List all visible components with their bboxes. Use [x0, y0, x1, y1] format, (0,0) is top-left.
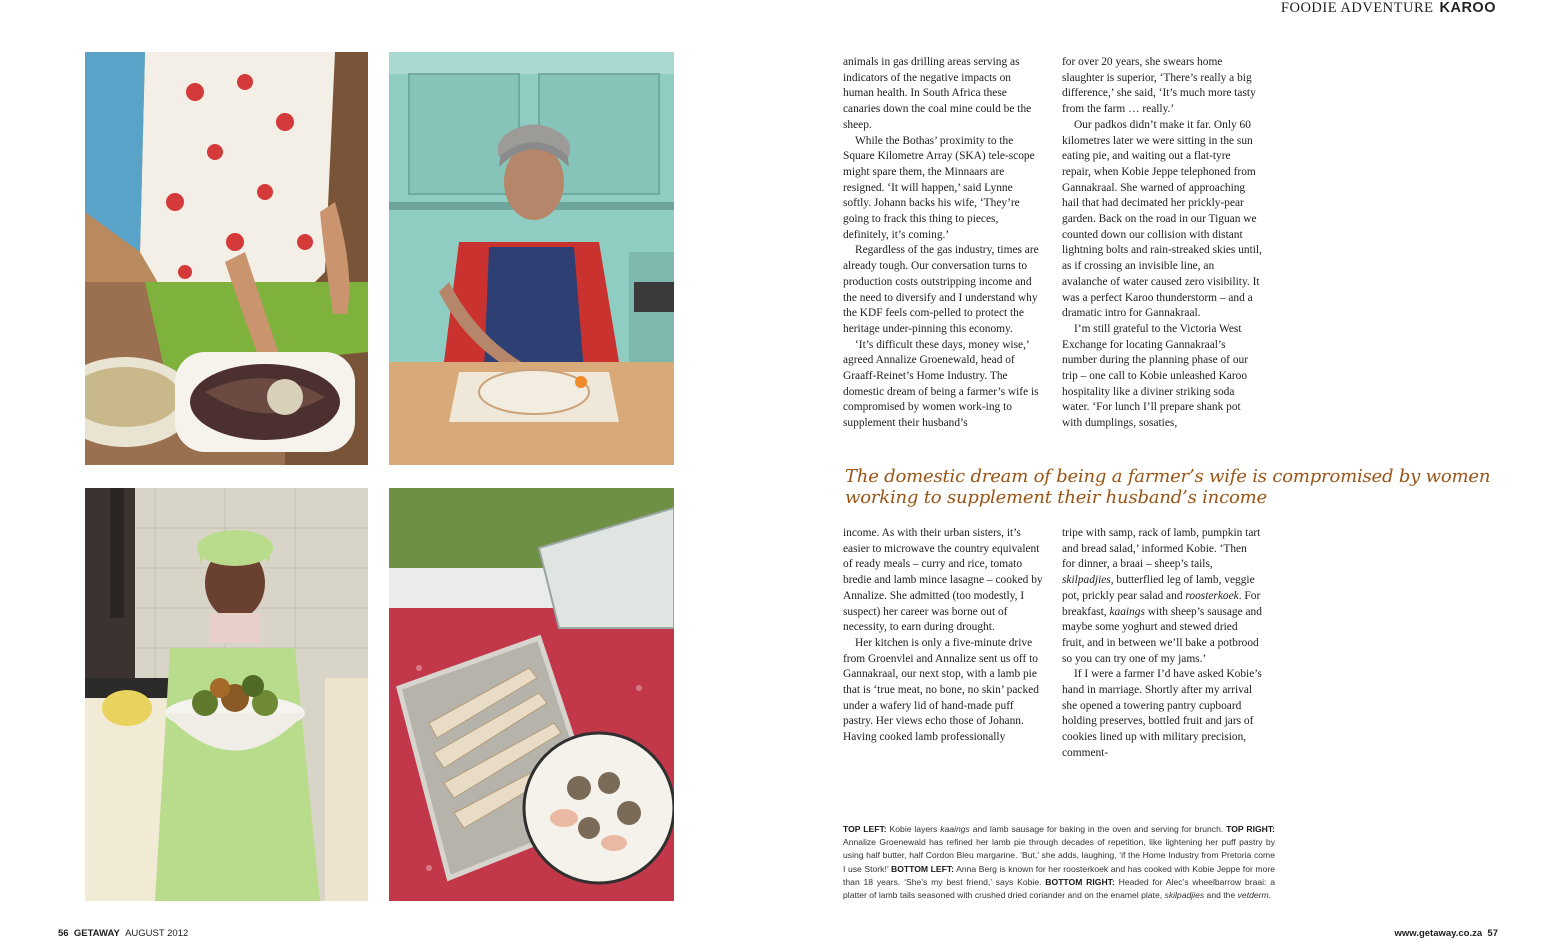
photo-top-left-image	[85, 52, 368, 465]
italic-term: roosterkoek	[1185, 589, 1239, 602]
italic-term: skilpadjies	[1062, 574, 1111, 587]
caption-italic: kaaings	[940, 824, 970, 834]
caption-label: BOTTOM LEFT:	[891, 863, 955, 874]
photo-top-right	[389, 52, 674, 465]
caption-label: TOP LEFT:	[843, 824, 887, 834]
paragraph: income. As with their urban sisters, it’s easier to microwave the country equivalent of ready meals – curry and rice, tomato bredie and lamb mince lasagne – cooked by Annalize. She admitted (too modestly, I suspect) her career was borne out of necessity, to earn during drought.	[843, 527, 1043, 634]
website-url: www.getaway.co.za	[1394, 928, 1483, 939]
article-column-1-bottom	[843, 526, 1043, 746]
section-keyword: KAROO	[1439, 0, 1496, 16]
page-number-right: 57	[1487, 928, 1498, 939]
photo-bottom-right-image	[389, 488, 674, 901]
photo-bottom-left	[85, 488, 368, 901]
paragraph	[1062, 526, 1262, 667]
caption-italic: skilpadjies	[1164, 890, 1205, 901]
article-column-1-top	[843, 55, 1043, 432]
caption-text: Kobie layers	[886, 824, 941, 834]
photo-captions	[843, 823, 1275, 902]
caption-text: Anna Berg is known for her roosterkoek and has cooked with Kobie Jeppe for more than 18 years. ‘She’s my best friend,’ says Kobie.	[843, 863, 1275, 887]
footer-right	[1395, 928, 1499, 939]
magazine-name: GETAWAY	[73, 928, 120, 939]
caption-label: TOP RIGHT:	[1226, 824, 1276, 834]
paragraph: If I were a farmer I’d have asked Kobie’s hand in marriage. Shortly after my arrival she opened a towering pantry cupboard holding preserves, bottled fruit and jars of cookies lined up with military precision, comment-	[1062, 668, 1262, 759]
caption-text: and lamb sausage for baking in the oven and serving for brunch.	[969, 824, 1227, 834]
paragraph: I’m still grateful to the Victoria West Exchange for locating Gannakraal’s number during the planning phase of our trip – one call to Kobie unleashed Karoo hospitality like a diviner striking soda water. ‘For lunch I’ll prepare shank pot with dumplings, sosaties,	[1062, 322, 1249, 430]
footer-left	[58, 928, 188, 939]
photo-bottom-left-image	[85, 488, 368, 901]
article-column-2-top	[1062, 55, 1262, 432]
paragraph: for over 20 years, she swears home slaughter is superior, ‘There’s really a big difference,’ she said, ‘It’s much more tasty from the farm … really.’	[1062, 56, 1256, 116]
section-title: FOODIE ADVENTURE	[1280, 0, 1434, 16]
caption-label: BOTTOM RIGHT:	[1045, 876, 1115, 887]
photo-top-left	[85, 52, 368, 465]
caption-text: .	[1268, 890, 1272, 901]
paragraph: Regardless of the gas industry, times are already tough. Our conversation turns to production costs outstripping income and the need to diversify and I understand why the KDF feels com-pelled to protect the heritage under-pinning this economy.	[843, 244, 1039, 335]
photo-top-right-image	[389, 52, 674, 465]
caption-text: Annalize Groenewald has refined her lamb pie through decades of repetition, like lightening her puff pastry by using half butter, half Cordon Bleu margarine. ‘But,’ she adds, laughing, ‘if the Home Industry from Pretoria come I use Stork!’	[843, 837, 1275, 874]
text-run: with sheep’s sausage and maybe some yoghurt and stewed dried fruit, and in between we’ll bake a potbrood so you can try one of my jams.’	[1062, 605, 1262, 665]
caption-text: Headed for Alec’s wheelbarrow braai: a platter of lamb tails seasoned with crushed dried coriander and on the enamel plate,	[843, 876, 1275, 901]
text-run: tripe with samp, rack of lamb, pumpkin tart and bread salad,’ informed Kobie. ‘Then for dinner, a braai – sheep’s tails,	[1062, 527, 1261, 571]
pull-quote: The domestic dream of being a farmer’s wife is compromised by women working to supplement their husband’s income	[845, 466, 1491, 508]
page-number-left: 56	[58, 928, 69, 939]
paragraph: Her kitchen is only a five-minute drive from Groenvlei and Annalize sent us off to Gannakraal, our next stop, with a lamb pie that is ‘true meat, no bone, no skin’ packed under a wafery lid of hand-made puff pastry. Her views echo those of Johann. Having cooked lamb professionally	[843, 636, 1039, 744]
article-column-2-bottom	[1062, 526, 1262, 762]
running-header	[1281, 0, 1496, 17]
text-run: . For breakfast,	[1062, 589, 1261, 618]
caption-italic: vetderm	[1237, 890, 1269, 901]
issue-date: AUGUST 2012	[125, 928, 189, 939]
italic-term: kaaings	[1109, 605, 1145, 618]
paragraph: animals in gas drilling areas serving as indicators of the negative impacts on human health. In South Africa these canaries down the coal mine could be the sheep.	[843, 56, 1032, 131]
paragraph: ‘It’s difficult these days, money wise,’ agreed Annalize Groenewald, head of Graaff-Reinet’s Home Industry. The domestic dream of being a farmer’s wife is compromised by women work-ing to supplement their husband’s	[843, 338, 1039, 430]
caption-text: and the	[1204, 890, 1238, 901]
paragraph: While the Bothas’ proximity to the Square Kilometre Array (SKA) tele-scope might spare them, the Minnaars are resigned. ‘It will happen,’ said Lynne softly. Johann backs his wife, ‘They’re going to frack this thing to pieces, definitely, it’s coming.’	[843, 134, 1035, 241]
text-run: , butterflied leg of lamb, veggie pot, prickly pear salad and	[1062, 574, 1255, 602]
paragraph: Our padkos didn’t make it far. Only 60 kilometres later we were sitting in the sun eating pie, and waiting out a flat-tyre repair, when Kobie Jeppe telephoned from Gannakraal. She warned of approaching hail that had decimated her prickly-pear garden. Back on the road in our Tiguan we counted down our collision with distant lightning bolts and rain-streaked skies until, as if crossing an invisible line, an avalanche of water caused zero visibility. It was a perfect Karoo thunderstorm – and a dramatic intro for Gannakraal.	[1062, 118, 1262, 320]
photo-bottom-right	[389, 488, 674, 901]
